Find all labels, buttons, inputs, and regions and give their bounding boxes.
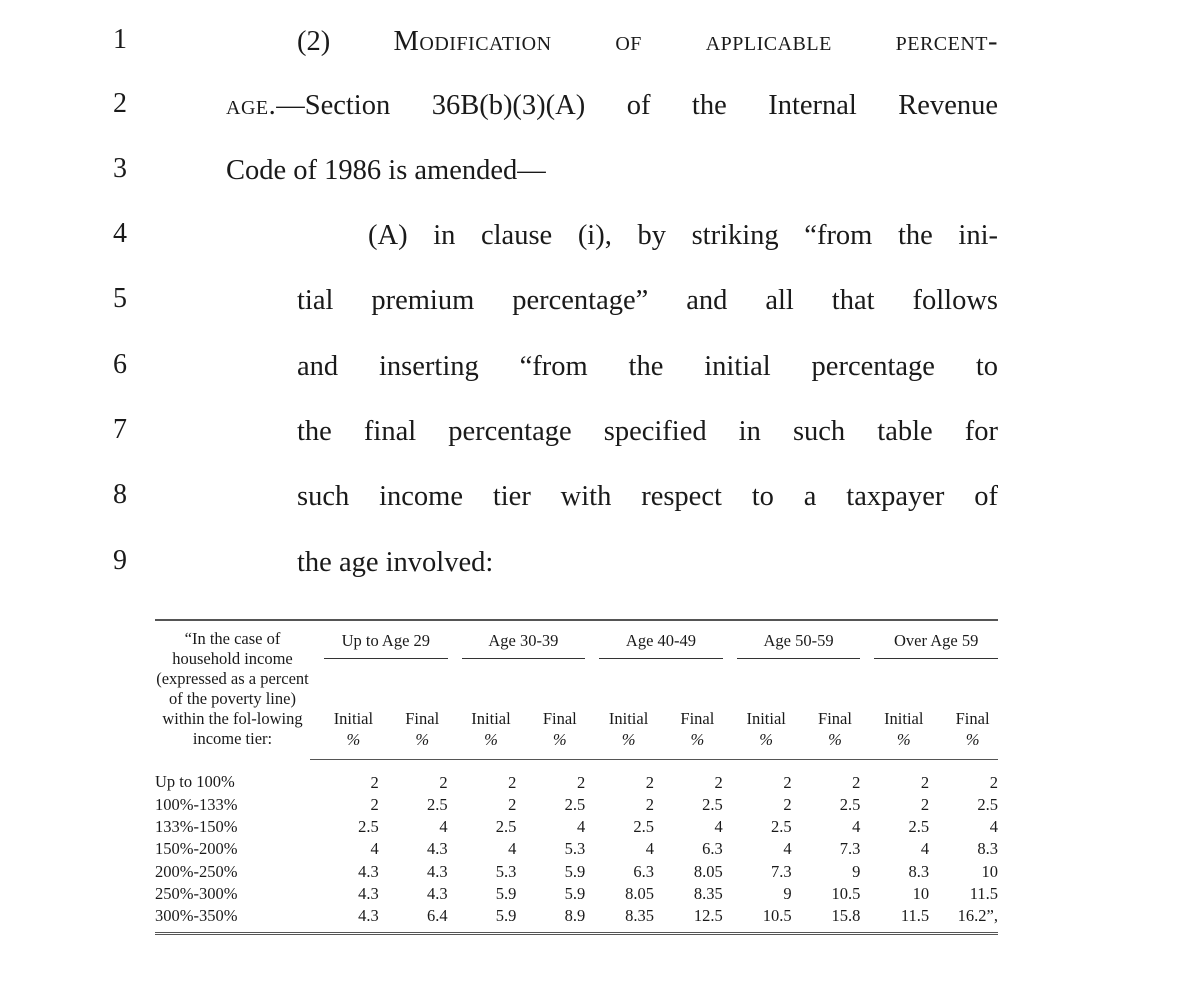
- final-percent-header: [516, 675, 585, 759]
- percent-unit: %: [759, 730, 774, 750]
- percentage-cell: 5.9: [564, 883, 586, 903]
- percentage-cell: 2: [783, 794, 792, 814]
- percentage-cell: 10.5: [723, 905, 792, 933]
- percentage-cell: 2: [645, 794, 654, 814]
- percentage-cell: 6.4: [379, 905, 448, 933]
- percentage-cell: 7.3: [839, 839, 861, 859]
- percentage-cell: 8.3: [977, 839, 998, 859]
- percentage-cell: 2: [576, 772, 586, 792]
- percentage-cell: 9: [852, 861, 861, 881]
- income-tier: 150%-200%: [155, 839, 238, 859]
- line-number: 1: [113, 24, 127, 55]
- text-line: [297, 547, 493, 579]
- initial-percent-header: [448, 675, 517, 759]
- percent-unit: %: [690, 730, 705, 750]
- age-group-label: Over Age 59: [874, 631, 998, 659]
- percent-unit: %: [415, 730, 430, 750]
- percentage-cell: 8.9: [516, 905, 585, 933]
- percentage-cell: 16.2”,: [929, 905, 998, 933]
- income-tier: 100%-133%: [155, 794, 238, 814]
- line-number: 4: [113, 218, 127, 249]
- percentage-cell: 4: [576, 817, 586, 837]
- text-segment: such income tier with respect to a taxpayer of: [297, 481, 998, 512]
- line-number: 8: [113, 479, 127, 510]
- percentage-cell: 12.5: [654, 905, 723, 933]
- income-tier: 300%-350%: [155, 905, 310, 933]
- sub-header-label: Final: [955, 709, 990, 729]
- percentage-cell: 4: [852, 817, 861, 837]
- sub-header-label: Final: [818, 709, 852, 729]
- percentage-cell: 5.9: [564, 861, 586, 881]
- percentage-cell: 2: [714, 772, 723, 792]
- text-segment: the final percentage specified in such table for: [297, 416, 998, 447]
- percentage-cell: 2.5: [839, 794, 861, 814]
- final-percent-header: [792, 675, 861, 759]
- percentage-cell: 2: [508, 772, 517, 792]
- percentage-cell: 2.5: [908, 817, 930, 837]
- percentage-cell: 2.5: [358, 817, 379, 837]
- percentage-cell: 4.3: [358, 883, 379, 903]
- percentage-cell: 8.3: [908, 861, 930, 881]
- text-segment: —Section 36B(b)(3)(A) of the Internal Revenue: [276, 90, 998, 121]
- percentage-cell: 2.5: [633, 817, 654, 837]
- percentage-cell: 4: [989, 817, 998, 837]
- sub-header-label: Initial: [746, 709, 786, 729]
- percentage-cell: 2: [370, 794, 379, 814]
- percent-unit: %: [484, 730, 498, 750]
- percentage-cell: 2: [989, 772, 998, 792]
- income-tier: 133%-150%: [155, 817, 238, 837]
- percentage-cell: 8.35: [585, 905, 654, 933]
- small-caps-text: age.: [226, 90, 277, 121]
- table-row: [155, 905, 998, 933]
- percent-unit: %: [896, 730, 911, 750]
- age-group-label: Age 40-49: [599, 631, 723, 659]
- percentage-cell: 4.3: [426, 839, 448, 859]
- percentage-cell: 2: [508, 794, 517, 814]
- table-row: [155, 883, 998, 905]
- text-line: [297, 481, 998, 513]
- text-line: [226, 90, 998, 122]
- line-number: 2: [113, 88, 127, 119]
- table-row: [155, 861, 998, 883]
- line-number: 9: [113, 545, 127, 576]
- initial-percent-header: [585, 675, 654, 759]
- percentage-cell: 4.3: [358, 861, 379, 881]
- text-segment: the age involved:: [297, 547, 494, 578]
- percentage-cell: 4.3: [310, 905, 379, 933]
- text-line: [297, 351, 998, 383]
- percentage-cell: 2: [920, 794, 930, 814]
- line-number: 6: [113, 349, 127, 380]
- percentage-cell: 2.5: [426, 794, 448, 814]
- percentage-cell: 9: [783, 883, 792, 903]
- percent-unit: %: [552, 730, 567, 750]
- sub-header-label: Initial: [333, 709, 374, 729]
- age-group-header: [310, 620, 448, 675]
- age-group-label: Up to Age 29: [324, 631, 448, 659]
- sub-header-label: Initial: [608, 709, 649, 729]
- final-percent-header: [929, 675, 998, 759]
- text-line: [368, 220, 998, 252]
- percent-unit: %: [346, 730, 361, 750]
- percentage-cell: 4: [645, 839, 654, 859]
- percentage-cell: 2.5: [770, 817, 792, 837]
- percentage-cell: 4: [920, 839, 930, 859]
- percentage-cell: 4.3: [426, 861, 448, 881]
- percentage-cell: 2: [645, 772, 654, 792]
- sub-header-label: Initial: [884, 709, 924, 729]
- text-segment: Code of 1986 is amended—: [226, 155, 546, 186]
- applicable-percentage-table: [155, 619, 998, 935]
- percentage-cell: 2: [439, 772, 448, 792]
- percentage-cell: 5.3: [564, 839, 586, 859]
- text-segment: (2): [297, 26, 394, 57]
- line-number: 5: [113, 283, 127, 314]
- income-tier: 200%-250%: [155, 861, 238, 881]
- table-row: [155, 838, 998, 860]
- initial-percent-header: [310, 675, 379, 759]
- table-row: [155, 816, 998, 838]
- percentage-cell: 10: [981, 861, 998, 881]
- percentage-cell: 2.5: [495, 817, 517, 837]
- small-caps-text: Modification of applicable percent-: [393, 26, 998, 57]
- percentage-cell: 6.3: [702, 839, 723, 859]
- sub-header-label: Final: [542, 709, 577, 729]
- age-group-header: [448, 620, 586, 675]
- percentage-cell: 4: [783, 839, 792, 859]
- percentage-cell: 10: [912, 883, 930, 903]
- final-percent-header: [654, 675, 723, 759]
- age-group-label: Age 50-59: [737, 631, 861, 659]
- initial-percent-header: [723, 675, 792, 759]
- percentage-cell: 2.5: [564, 794, 586, 814]
- sub-header-label: Final: [405, 709, 440, 729]
- text-line: [297, 26, 998, 58]
- percentage-cell: 4: [714, 817, 723, 837]
- percentage-cell: 4: [439, 817, 448, 837]
- text-line: [297, 285, 998, 317]
- sub-header-label: Initial: [471, 709, 511, 729]
- percentage-cell: 4: [508, 839, 517, 859]
- percentage-cell: 2.5: [702, 794, 723, 814]
- age-group-label: Age 30-39: [462, 631, 586, 659]
- percentage-cell: 2.5: [977, 794, 998, 814]
- percentage-cell: 8.05: [693, 861, 723, 881]
- table-row: [155, 759, 998, 794]
- percentage-cell: 15.8: [792, 905, 861, 933]
- percentage-cell: 2: [920, 772, 930, 792]
- income-tier: Up to 100%: [155, 772, 235, 792]
- percentage-cell: 6.3: [633, 861, 654, 881]
- table-row: [155, 794, 998, 816]
- percent-unit: %: [965, 730, 980, 750]
- age-group-header: [860, 620, 998, 675]
- sub-header-label: Final: [680, 709, 715, 729]
- percentage-cell: 11.5: [860, 905, 929, 933]
- percentage-cell: 4.3: [426, 883, 448, 903]
- line-number: 7: [113, 414, 127, 445]
- age-group-header: [723, 620, 861, 675]
- percentage-cell: 10.5: [831, 883, 861, 903]
- percentage-cell: 4: [370, 839, 379, 859]
- age-group-header: [585, 620, 723, 675]
- percentage-cell: 5.9: [495, 883, 517, 903]
- line-number: 3: [113, 153, 127, 184]
- income-tier-header: “In the case of household income (expressed as a percent of the poverty line) within the fol-lowing income tier:: [155, 620, 310, 759]
- percentage-cell: 8.05: [625, 883, 654, 903]
- percent-unit: %: [621, 730, 636, 750]
- percentage-cell: 2: [370, 772, 379, 792]
- text-segment: and inserting “from the initial percentage to: [297, 351, 998, 382]
- percentage-cell: 2: [852, 772, 861, 792]
- percent-unit: %: [828, 730, 842, 750]
- percentage-cell: 5.3: [495, 861, 517, 881]
- initial-percent-header: [860, 675, 929, 759]
- text-segment: (A) in clause (i), by striking “from the ini-: [368, 220, 998, 251]
- percentage-cell: 2: [783, 772, 792, 792]
- text-line: [297, 416, 998, 448]
- text-segment: tial premium percentage” and all that follows: [297, 285, 998, 316]
- percentage-cell: 5.9: [448, 905, 517, 933]
- income-tier: 250%-300%: [155, 883, 238, 903]
- final-percent-header: [379, 675, 448, 759]
- percentage-cell: 7.3: [770, 861, 792, 881]
- percentage-cell: 11.5: [969, 883, 998, 903]
- percentage-cell: 8.35: [693, 883, 723, 903]
- text-line: [226, 155, 546, 187]
